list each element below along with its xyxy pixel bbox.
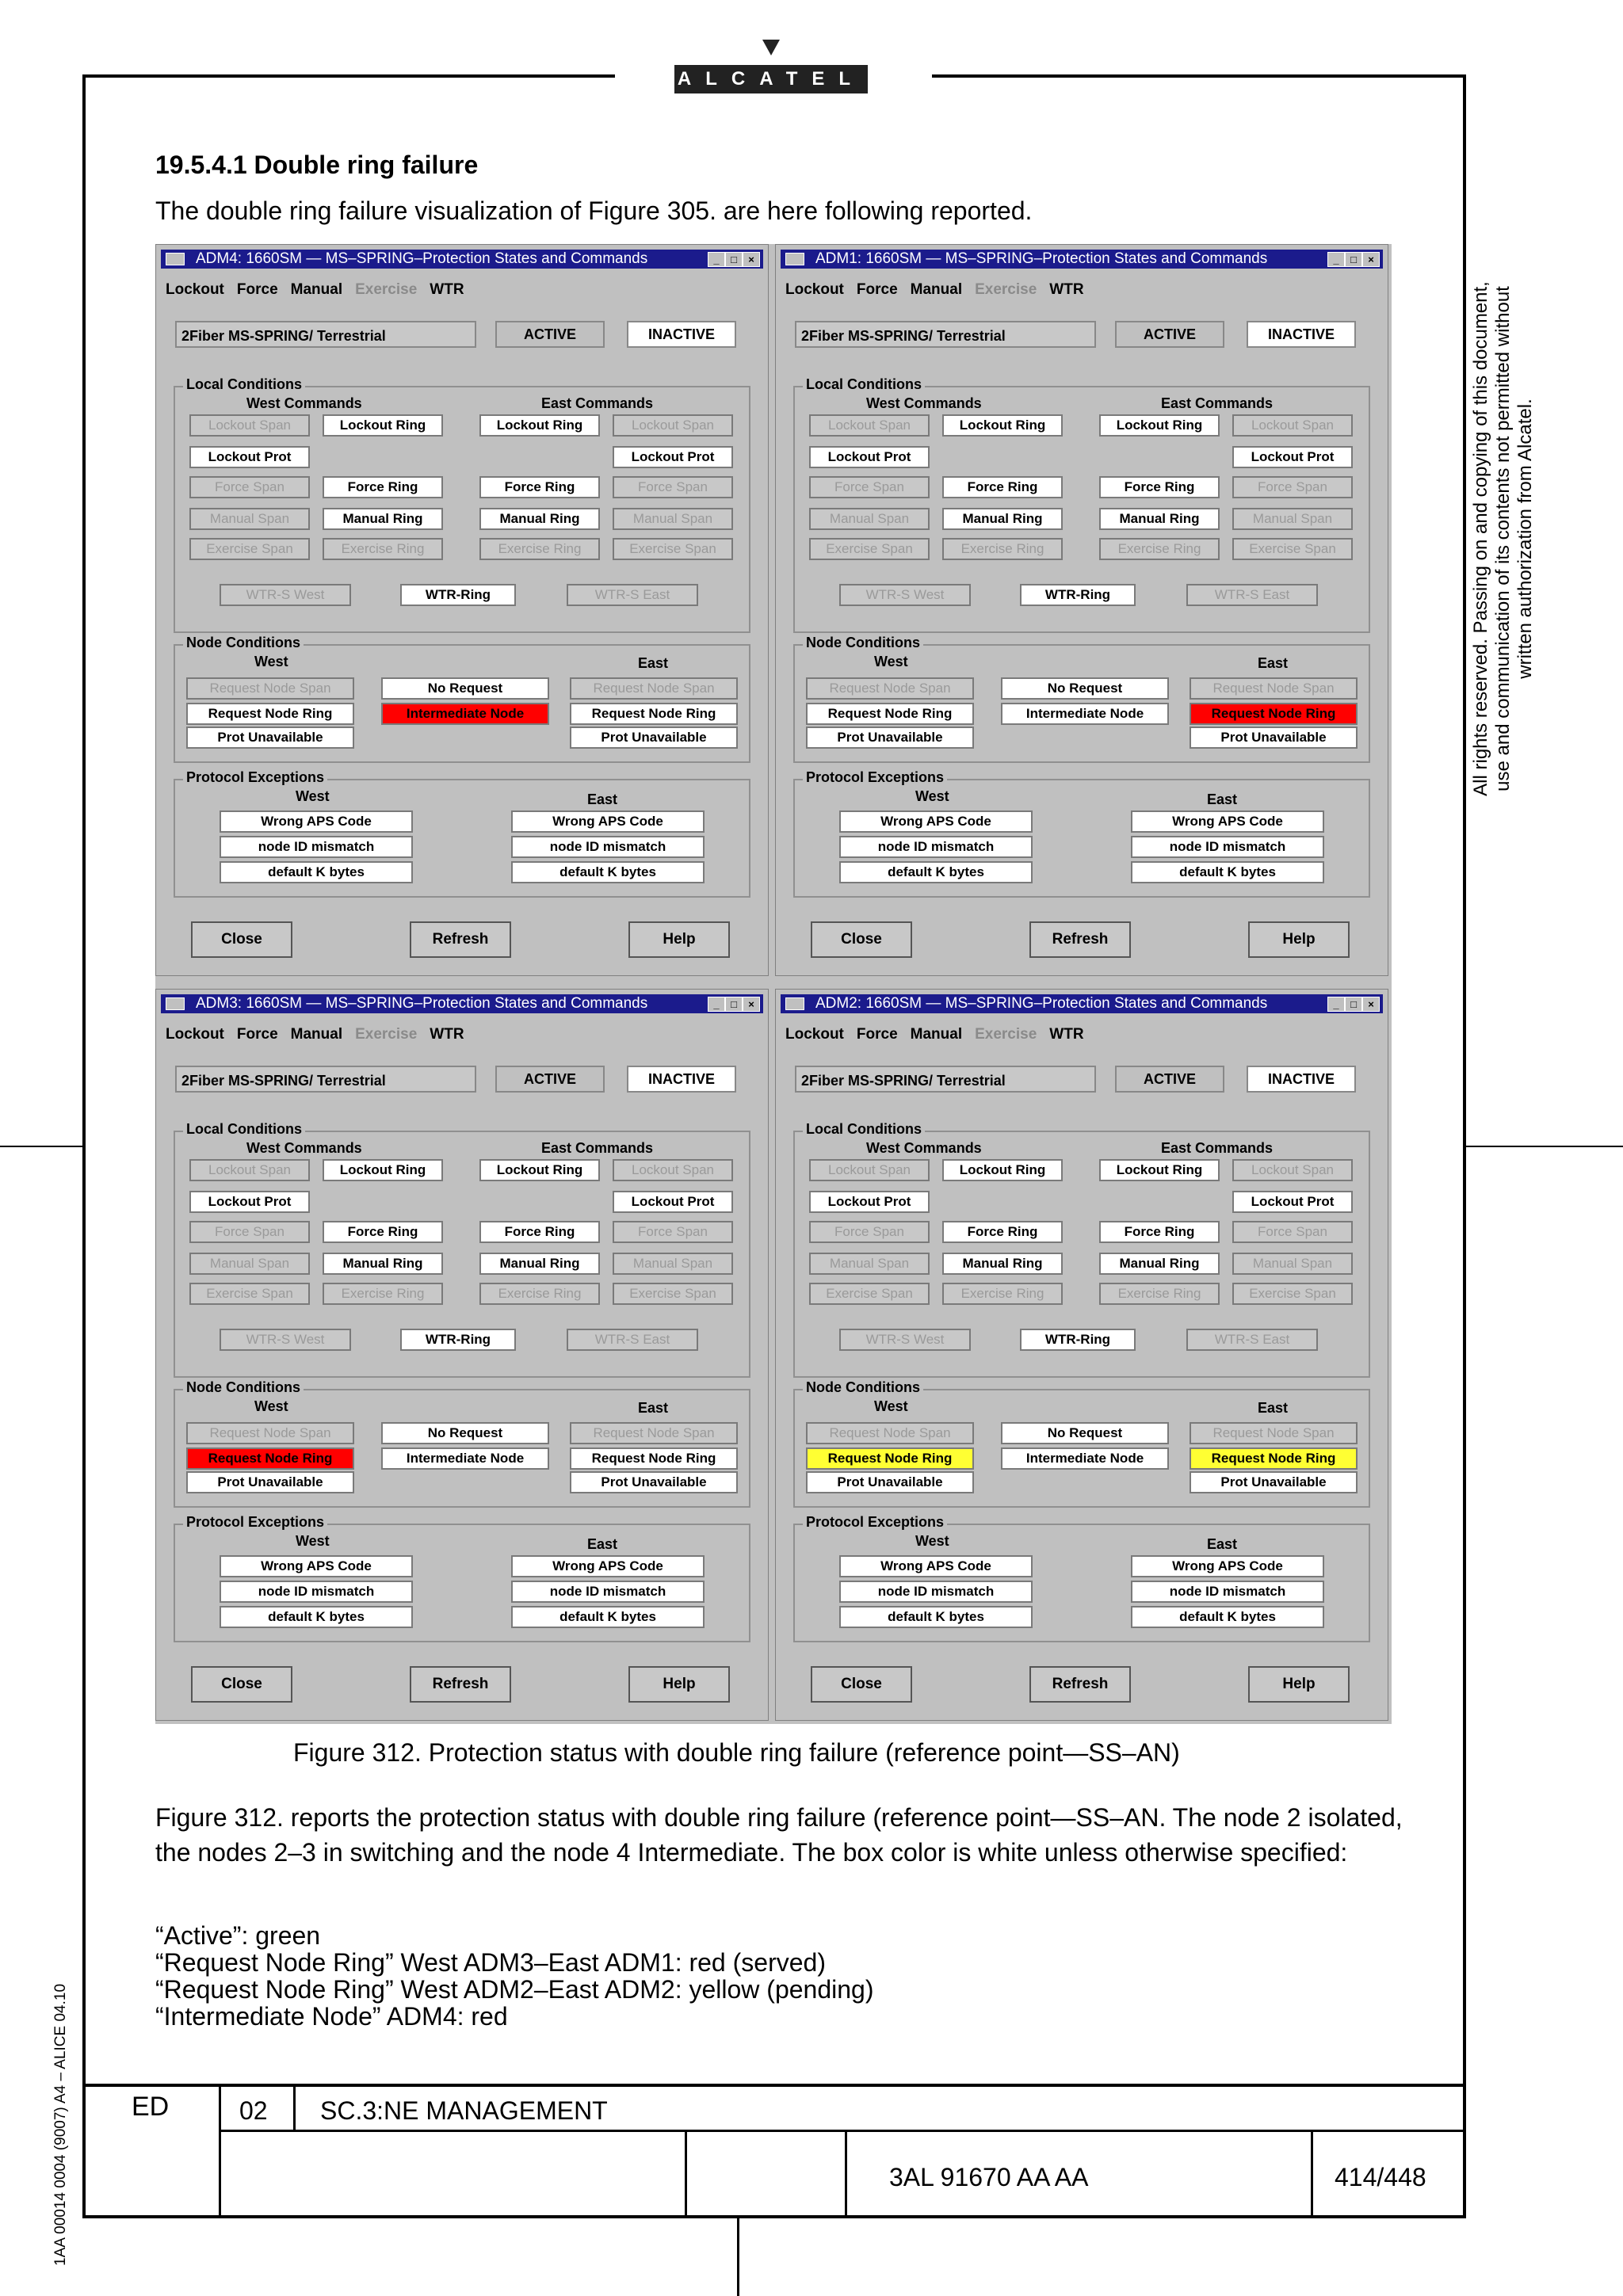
footer-bottom-line (82, 2215, 1466, 2218)
intermediate-node-indicator: Intermediate Node (1001, 1447, 1169, 1470)
node-id-mismatch-west: node ID mismatch (839, 1581, 1033, 1603)
menu-item-manual[interactable]: Manual (910, 281, 963, 298)
protocol-exceptions-title: Protocol Exceptions (183, 769, 327, 786)
force-span-east-button[interactable]: Force Span (613, 1221, 733, 1243)
default-k-bytes-west: default K bytes (839, 1606, 1033, 1628)
request-node-span-east: Request Node Span (570, 677, 738, 700)
west-commands-label: West Commands (246, 395, 362, 411)
request-node-ring-west: Request Node Ring (186, 1447, 354, 1470)
frame-left (82, 74, 86, 2218)
prot-unavailable-east: Prot Unavailable (570, 727, 738, 749)
refresh-button[interactable]: Refresh (1029, 921, 1131, 958)
request-node-span-east: Request Node Span (1190, 1422, 1358, 1444)
exercise-span-west-button[interactable]: Exercise Span (189, 538, 310, 560)
menu-item-wtr[interactable]: WTR (1049, 1026, 1084, 1043)
lockout-prot-east-button[interactable]: Lockout Prot (1232, 446, 1353, 468)
manual-span-east-button[interactable]: Manual Span (1232, 1253, 1353, 1275)
wtr-s-west-indicator: WTR-S West (220, 584, 351, 606)
wtr-s-west-indicator: WTR-S West (839, 584, 971, 606)
west-commands-label: West Commands (866, 1140, 982, 1156)
manual-span-east-button[interactable]: Manual Span (1232, 508, 1353, 530)
manual-span-east-button[interactable]: Manual Span (613, 508, 733, 530)
no-request-indicator: No Request (381, 1422, 549, 1444)
wtr-s-east-indicator: WTR-S East (1186, 1329, 1318, 1351)
force-span-west-button[interactable]: Force Span (189, 1221, 310, 1243)
lockout-prot-east-button[interactable]: Lockout Prot (613, 1191, 733, 1213)
close-button[interactable]: Close (191, 921, 292, 958)
minimize-icon[interactable]: _ (1327, 252, 1345, 267)
lockout-ring-west-button[interactable]: Lockout Ring (323, 414, 443, 437)
legend-line: “Request Node Ring” West ADM3–East ADM1: red (served) (155, 1948, 826, 1977)
menu-item-wtr[interactable]: WTR (430, 1026, 464, 1043)
menu-bar (166, 1026, 477, 1043)
force-ring-east-button[interactable]: Force Ring (479, 1221, 600, 1243)
wtr-ring-indicator: WTR-Ring (400, 1329, 516, 1351)
lockout-ring-east-button[interactable]: Lockout Ring (479, 414, 600, 437)
node-id-mismatch-west: node ID mismatch (220, 1581, 413, 1603)
menu-item-manual[interactable]: Manual (290, 1026, 343, 1043)
close-icon[interactable]: × (1362, 252, 1380, 267)
active-status: ACTIVE (495, 321, 605, 348)
footer-ed-label: ED (132, 2092, 170, 2122)
node-conditions-group (174, 1379, 750, 1508)
footer-divider (1311, 2131, 1313, 2218)
force-span-west-button[interactable]: Force Span (809, 476, 930, 498)
node-conditions-group (793, 635, 1370, 763)
manual-ring-west-button[interactable]: Manual Ring (942, 508, 1063, 530)
west-commands-label: West Commands (246, 1140, 362, 1156)
menu-item-force[interactable]: Force (856, 281, 898, 298)
app-icon (785, 253, 804, 265)
menu-item-force[interactable]: Force (236, 1026, 278, 1043)
wtr-s-west-indicator: WTR-S West (220, 1329, 351, 1351)
node-id-mismatch-east: node ID mismatch (1131, 1581, 1324, 1603)
alcatel-logo: ALCATEL (674, 65, 868, 93)
wtr-ring-indicator: WTR-Ring (1020, 1329, 1136, 1351)
menu-item-wtr[interactable]: WTR (1049, 281, 1084, 298)
node-west-label: West (254, 654, 288, 669)
default-k-bytes-west: default K bytes (839, 861, 1033, 883)
window-titlebar (781, 994, 1383, 1013)
protocol-exceptions-group (793, 769, 1370, 898)
default-k-bytes-east: default K bytes (1131, 861, 1324, 883)
exercise-ring-west-button[interactable]: Exercise Ring (323, 1283, 443, 1305)
exercise-ring-east-button[interactable]: Exercise Ring (1099, 538, 1220, 560)
manual-span-west-button[interactable]: Manual Span (809, 508, 930, 530)
close-button[interactable]: Close (191, 1666, 292, 1703)
request-node-ring-west: Request Node Ring (806, 703, 974, 725)
force-span-east-button[interactable]: Force Span (613, 476, 733, 498)
local-conditions-title: Local Conditions (183, 376, 305, 393)
manual-ring-east-button[interactable]: Manual Ring (479, 1253, 600, 1275)
minimize-icon[interactable]: _ (708, 997, 725, 1012)
lockout-prot-west-button[interactable]: Lockout Prot (189, 1191, 310, 1213)
lockout-span-east-button[interactable]: Lockout Span (1232, 414, 1353, 437)
prot-unavailable-east: Prot Unavailable (570, 1471, 738, 1493)
manual-ring-east-button[interactable]: Manual Ring (479, 508, 600, 530)
protection-window (155, 989, 769, 1721)
protocol-exceptions-group (793, 1514, 1370, 1642)
exercise-ring-west-button[interactable]: Exercise Ring (323, 538, 443, 560)
node-west-label: West (874, 1398, 908, 1414)
exercise-span-east-button[interactable]: Exercise Span (613, 1283, 733, 1305)
footer-ed-value: 02 (239, 2096, 268, 2125)
exceptions-east-label: East (587, 1536, 618, 1552)
default-k-bytes-east: default K bytes (511, 861, 705, 883)
exercise-span-west-button[interactable]: Exercise Span (189, 1283, 310, 1305)
legend-line: “Request Node Ring” West ADM2–East ADM2: yellow (pending) (155, 1975, 874, 2004)
default-k-bytes-east: default K bytes (1131, 1606, 1324, 1628)
window-title: ADM1: 1660SM — MS–SPRING–Protection States and Commands (815, 250, 1268, 267)
menu-item-force[interactable]: Force (856, 1026, 898, 1043)
prot-unavailable-east: Prot Unavailable (1190, 727, 1358, 749)
local-conditions-title: Local Conditions (183, 1121, 305, 1138)
node-east-label: East (1258, 655, 1289, 671)
help-button[interactable]: Help (1248, 921, 1350, 958)
refresh-button[interactable]: Refresh (1029, 1666, 1131, 1703)
exercise-ring-west-button[interactable]: Exercise Ring (942, 1283, 1063, 1305)
protocol-exceptions-title: Protocol Exceptions (183, 1514, 327, 1531)
lockout-span-east-button[interactable]: Lockout Span (613, 414, 733, 437)
refresh-button[interactable]: Refresh (410, 1666, 511, 1703)
protocol-exceptions-group (174, 769, 750, 898)
wrong-aps-code-west: Wrong APS Code (220, 1555, 413, 1577)
menu-item-lockout[interactable]: Lockout (785, 1026, 844, 1043)
lockout-span-west-button[interactable]: Lockout Span (809, 414, 930, 437)
exceptions-west-label: West (296, 1533, 330, 1549)
node-west-label: West (254, 1398, 288, 1414)
maximize-icon[interactable]: □ (725, 997, 743, 1012)
local-conditions-group (793, 1121, 1370, 1378)
inactive-status: INACTIVE (627, 1066, 736, 1093)
request-node-ring-east: Request Node Ring (1190, 1447, 1358, 1470)
exercise-ring-west-button[interactable]: Exercise Ring (942, 538, 1063, 560)
exceptions-west-label: West (915, 1533, 949, 1549)
node-east-label: East (638, 1400, 669, 1416)
ring-type-field: 2Fiber MS-SPRING/ Terrestrial (795, 321, 1096, 348)
exercise-span-west-button[interactable]: Exercise Span (809, 538, 930, 560)
exercise-ring-east-button[interactable]: Exercise Ring (479, 538, 600, 560)
wrong-aps-code-east: Wrong APS Code (511, 810, 705, 833)
lockout-span-west-button[interactable]: Lockout Span (189, 1159, 310, 1181)
menu-item-lockout[interactable]: Lockout (166, 1026, 224, 1043)
force-span-west-button[interactable]: Force Span (189, 476, 310, 498)
node-east-label: East (638, 655, 669, 671)
node-id-mismatch-west: node ID mismatch (839, 836, 1033, 858)
node-id-mismatch-west: node ID mismatch (220, 836, 413, 858)
legend-line: “Active”: green (155, 1921, 321, 1950)
maximize-icon[interactable]: □ (1345, 997, 1362, 1012)
lockout-span-west-button[interactable]: Lockout Span (189, 414, 310, 437)
no-request-indicator: No Request (381, 677, 549, 700)
force-ring-east-button[interactable]: Force Ring (1099, 1221, 1220, 1243)
local-conditions-group (793, 376, 1370, 633)
force-ring-west-button[interactable]: Force Ring (942, 476, 1063, 498)
minimize-icon[interactable]: _ (1327, 997, 1345, 1012)
figure-caption: Figure 312. Protection status with double ring failure (reference point—SS–AN) (293, 1738, 1180, 1767)
wrong-aps-code-west: Wrong APS Code (220, 810, 413, 833)
menu-item-exercise[interactable]: Exercise (355, 281, 418, 298)
intro-text: The double ring failure visualization of Figure 305. are here following reported. (155, 196, 1033, 225)
wrong-aps-code-west: Wrong APS Code (839, 1555, 1033, 1577)
manual-ring-west-button[interactable]: Manual Ring (323, 1253, 443, 1275)
wrong-aps-code-east: Wrong APS Code (1131, 810, 1324, 833)
close-icon[interactable]: × (743, 997, 760, 1012)
request-node-span-west: Request Node Span (186, 677, 354, 700)
window-titlebar (161, 250, 763, 269)
request-node-ring-east: Request Node Ring (570, 1447, 738, 1470)
active-status: ACTIVE (1115, 1066, 1224, 1093)
force-ring-east-button[interactable]: Force Ring (1099, 476, 1220, 498)
exceptions-east-label: East (1207, 1536, 1238, 1552)
prot-unavailable-west: Prot Unavailable (806, 727, 974, 749)
footer-divider (845, 2131, 847, 2218)
protocol-exceptions-title: Protocol Exceptions (803, 1514, 947, 1531)
color-legend (155, 1922, 873, 2030)
exceptions-east-label: East (1207, 791, 1238, 807)
rights-notice: All rights reserved. Passing on and copying of this document, use and communication of its contents not permitted without written authorization from Alcatel. (1470, 281, 1536, 796)
force-ring-west-button[interactable]: Force Ring (323, 1221, 443, 1243)
node-id-mismatch-east: node ID mismatch (511, 1581, 705, 1603)
window-title: ADM3: 1660SM — MS–SPRING–Protection States and Commands (196, 995, 648, 1012)
body-paragraph: Figure 312. reports the protection status with double ring failure (reference point—SS–AN. The node 2 isolated, the nodes 2–3 in switching and the node 4 Intermediate. The box color is white unless otherwise specified: (155, 1803, 1403, 1867)
footer-divider (219, 2084, 221, 2218)
exceptions-east-label: East (587, 791, 618, 807)
exercise-ring-east-button[interactable]: Exercise Ring (479, 1283, 600, 1305)
east-commands-label: East Commands (1161, 1140, 1274, 1156)
lockout-ring-east-button[interactable]: Lockout Ring (1099, 1159, 1220, 1181)
footer-page: 414/448 (1335, 2163, 1426, 2191)
request-node-ring-west: Request Node Ring (806, 1447, 974, 1470)
default-k-bytes-west: default K bytes (220, 1606, 413, 1628)
margin-tick-left (0, 1146, 82, 1147)
no-request-indicator: No Request (1001, 1422, 1169, 1444)
exceptions-west-label: West (296, 788, 330, 804)
app-icon (166, 253, 185, 265)
default-k-bytes-east: default K bytes (511, 1606, 705, 1628)
help-button[interactable]: Help (628, 1666, 730, 1703)
node-conditions-title: Node Conditions (183, 635, 304, 651)
prot-unavailable-east: Prot Unavailable (1190, 1471, 1358, 1493)
prot-unavailable-west: Prot Unavailable (806, 1471, 974, 1493)
minimize-icon[interactable]: _ (708, 252, 725, 267)
manual-span-west-button[interactable]: Manual Span (809, 1253, 930, 1275)
exercise-span-east-button[interactable]: Exercise Span (1232, 538, 1353, 560)
lockout-prot-west-button[interactable]: Lockout Prot (809, 446, 930, 468)
menu-bar (166, 281, 477, 299)
refresh-button[interactable]: Refresh (410, 921, 511, 958)
exercise-ring-east-button[interactable]: Exercise Ring (1099, 1283, 1220, 1305)
prot-unavailable-west: Prot Unavailable (186, 1471, 354, 1493)
intermediate-node-indicator: Intermediate Node (381, 703, 549, 725)
exercise-span-east-button[interactable]: Exercise Span (1232, 1283, 1353, 1305)
wrong-aps-code-west: Wrong APS Code (839, 810, 1033, 833)
close-icon[interactable]: × (1362, 997, 1380, 1012)
request-node-span-west: Request Node Span (186, 1422, 354, 1444)
window-titlebar (781, 250, 1383, 269)
menu-item-manual[interactable]: Manual (290, 281, 343, 298)
doc-reference: 1AA 00014 0004 (9007) A4 – ALICE 04.10 (52, 1983, 69, 2266)
force-ring-east-button[interactable]: Force Ring (479, 476, 600, 498)
force-span-west-button[interactable]: Force Span (809, 1221, 930, 1243)
footer-divider (685, 2131, 687, 2218)
local-conditions-title: Local Conditions (803, 376, 925, 393)
menu-item-lockout[interactable]: Lockout (785, 281, 844, 298)
default-k-bytes-west: default K bytes (220, 861, 413, 883)
lockout-prot-west-button[interactable]: Lockout Prot (809, 1191, 930, 1213)
menu-bar (785, 1026, 1097, 1043)
frame-top-left (82, 74, 615, 78)
app-icon (166, 997, 185, 1010)
west-commands-label: West Commands (866, 395, 982, 411)
frame-top-right (932, 74, 1466, 78)
footer-section: SC.3:NE MANAGEMENT (320, 2096, 608, 2125)
request-node-ring-east: Request Node Ring (1190, 703, 1358, 725)
inactive-status: INACTIVE (1247, 321, 1356, 348)
local-conditions-group (174, 376, 750, 633)
app-icon (785, 997, 804, 1010)
node-id-mismatch-east: node ID mismatch (511, 836, 705, 858)
node-east-label: East (1258, 1400, 1289, 1416)
menu-bar (785, 281, 1097, 299)
window-titlebar (161, 994, 763, 1013)
wtr-s-east-indicator: WTR-S East (567, 1329, 698, 1351)
menu-item-exercise[interactable]: Exercise (975, 1026, 1037, 1043)
node-id-mismatch-east: node ID mismatch (1131, 836, 1324, 858)
intermediate-node-indicator: Intermediate Node (381, 1447, 549, 1470)
lockout-span-west-button[interactable]: Lockout Span (809, 1159, 930, 1181)
wtr-ring-indicator: WTR-Ring (400, 584, 516, 606)
wrong-aps-code-east: Wrong APS Code (511, 1555, 705, 1577)
lockout-prot-east-button[interactable]: Lockout Prot (1232, 1191, 1353, 1213)
request-node-span-east: Request Node Span (570, 1422, 738, 1444)
lockout-span-east-button[interactable]: Lockout Span (613, 1159, 733, 1181)
ring-type-field: 2Fiber MS-SPRING/ Terrestrial (795, 1066, 1096, 1093)
request-node-span-east: Request Node Span (1190, 677, 1358, 700)
maximize-icon[interactable]: □ (725, 252, 743, 267)
force-ring-west-button[interactable]: Force Ring (323, 476, 443, 498)
section-heading: 19.5.4.1 Double ring failure (155, 151, 479, 179)
exceptions-west-label: West (915, 788, 949, 804)
node-conditions-title: Node Conditions (803, 635, 923, 651)
menu-item-manual[interactable]: Manual (910, 1026, 963, 1043)
footer-divider (293, 2084, 296, 2131)
wtr-s-east-indicator: WTR-S East (567, 584, 698, 606)
wtr-s-west-indicator: WTR-S West (839, 1329, 971, 1351)
local-conditions-title: Local Conditions (803, 1121, 925, 1138)
force-span-east-button[interactable]: Force Span (1232, 476, 1353, 498)
manual-ring-west-button[interactable]: Manual Ring (323, 508, 443, 530)
lockout-ring-west-button[interactable]: Lockout Ring (942, 414, 1063, 437)
lockout-prot-east-button[interactable]: Lockout Prot (613, 446, 733, 468)
manual-span-east-button[interactable]: Manual Span (613, 1253, 733, 1275)
lockout-ring-east-button[interactable]: Lockout Ring (1099, 414, 1220, 437)
protocol-exceptions-group (174, 1514, 750, 1642)
margin-tick-right (1466, 1146, 1623, 1147)
no-request-indicator: No Request (1001, 677, 1169, 700)
node-conditions-title: Node Conditions (803, 1379, 923, 1396)
inactive-status: INACTIVE (627, 321, 736, 348)
maximize-icon[interactable]: □ (1345, 252, 1362, 267)
wtr-s-east-indicator: WTR-S East (1186, 584, 1318, 606)
lockout-ring-west-button[interactable]: Lockout Ring (323, 1159, 443, 1181)
menu-item-exercise[interactable]: Exercise (975, 281, 1037, 298)
close-button[interactable]: Close (811, 921, 912, 958)
manual-span-west-button[interactable]: Manual Span (189, 508, 310, 530)
footer-tail (737, 2218, 739, 2296)
node-conditions-group (174, 635, 750, 763)
request-node-ring-east: Request Node Ring (570, 703, 738, 725)
logo-triangle (762, 40, 780, 55)
menu-item-exercise[interactable]: Exercise (355, 1026, 418, 1043)
help-button[interactable]: Help (628, 921, 730, 958)
manual-ring-east-button[interactable]: Manual Ring (1099, 1253, 1220, 1275)
active-status: ACTIVE (495, 1066, 605, 1093)
menu-item-force[interactable]: Force (236, 281, 278, 298)
manual-span-west-button[interactable]: Manual Span (189, 1253, 310, 1275)
manual-ring-west-button[interactable]: Manual Ring (942, 1253, 1063, 1275)
footer-top-line (82, 2084, 1466, 2087)
legend-line: “Intermediate Node” ADM4: red (155, 2002, 508, 2031)
lockout-span-east-button[interactable]: Lockout Span (1232, 1159, 1353, 1181)
east-commands-label: East Commands (541, 1140, 654, 1156)
figure-screenshots (155, 244, 1392, 1724)
footer-doc-number: 3AL 91670 AA AA (889, 2163, 1089, 2191)
node-conditions-title: Node Conditions (183, 1379, 304, 1396)
menu-item-lockout[interactable]: Lockout (166, 281, 224, 298)
ring-type-field: 2Fiber MS-SPRING/ Terrestrial (175, 321, 476, 348)
node-conditions-group (793, 1379, 1370, 1508)
manual-ring-east-button[interactable]: Manual Ring (1099, 508, 1220, 530)
wrong-aps-code-east: Wrong APS Code (1131, 1555, 1324, 1577)
east-commands-label: East Commands (1161, 395, 1274, 411)
protection-window (775, 244, 1388, 976)
exercise-span-west-button[interactable]: Exercise Span (809, 1283, 930, 1305)
node-west-label: West (874, 654, 908, 669)
lockout-ring-east-button[interactable]: Lockout Ring (479, 1159, 600, 1181)
protection-window (775, 989, 1388, 1721)
exercise-span-east-button[interactable]: Exercise Span (613, 538, 733, 560)
footer-mid-line (219, 2130, 1466, 2132)
close-button[interactable]: Close (811, 1666, 912, 1703)
ring-type-field: 2Fiber MS-SPRING/ Terrestrial (175, 1066, 476, 1093)
request-node-span-west: Request Node Span (806, 677, 974, 700)
protocol-exceptions-title: Protocol Exceptions (803, 769, 947, 786)
wtr-ring-indicator: WTR-Ring (1020, 584, 1136, 606)
close-icon[interactable]: × (743, 252, 760, 267)
window-title: ADM2: 1660SM — MS–SPRING–Protection States and Commands (815, 995, 1268, 1012)
lockout-ring-west-button[interactable]: Lockout Ring (942, 1159, 1063, 1181)
active-status: ACTIVE (1115, 321, 1224, 348)
local-conditions-group (174, 1121, 750, 1378)
intermediate-node-indicator: Intermediate Node (1001, 703, 1169, 725)
protection-window (155, 244, 769, 976)
prot-unavailable-west: Prot Unavailable (186, 727, 354, 749)
request-node-span-west: Request Node Span (806, 1422, 974, 1444)
force-ring-west-button[interactable]: Force Ring (942, 1221, 1063, 1243)
inactive-status: INACTIVE (1247, 1066, 1356, 1093)
lockout-prot-west-button[interactable]: Lockout Prot (189, 446, 310, 468)
help-button[interactable]: Help (1248, 1666, 1350, 1703)
east-commands-label: East Commands (541, 395, 654, 411)
menu-item-wtr[interactable]: WTR (430, 281, 464, 298)
request-node-ring-west: Request Node Ring (186, 703, 354, 725)
force-span-east-button[interactable]: Force Span (1232, 1221, 1353, 1243)
window-title: ADM4: 1660SM — MS–SPRING–Protection States and Commands (196, 250, 648, 267)
